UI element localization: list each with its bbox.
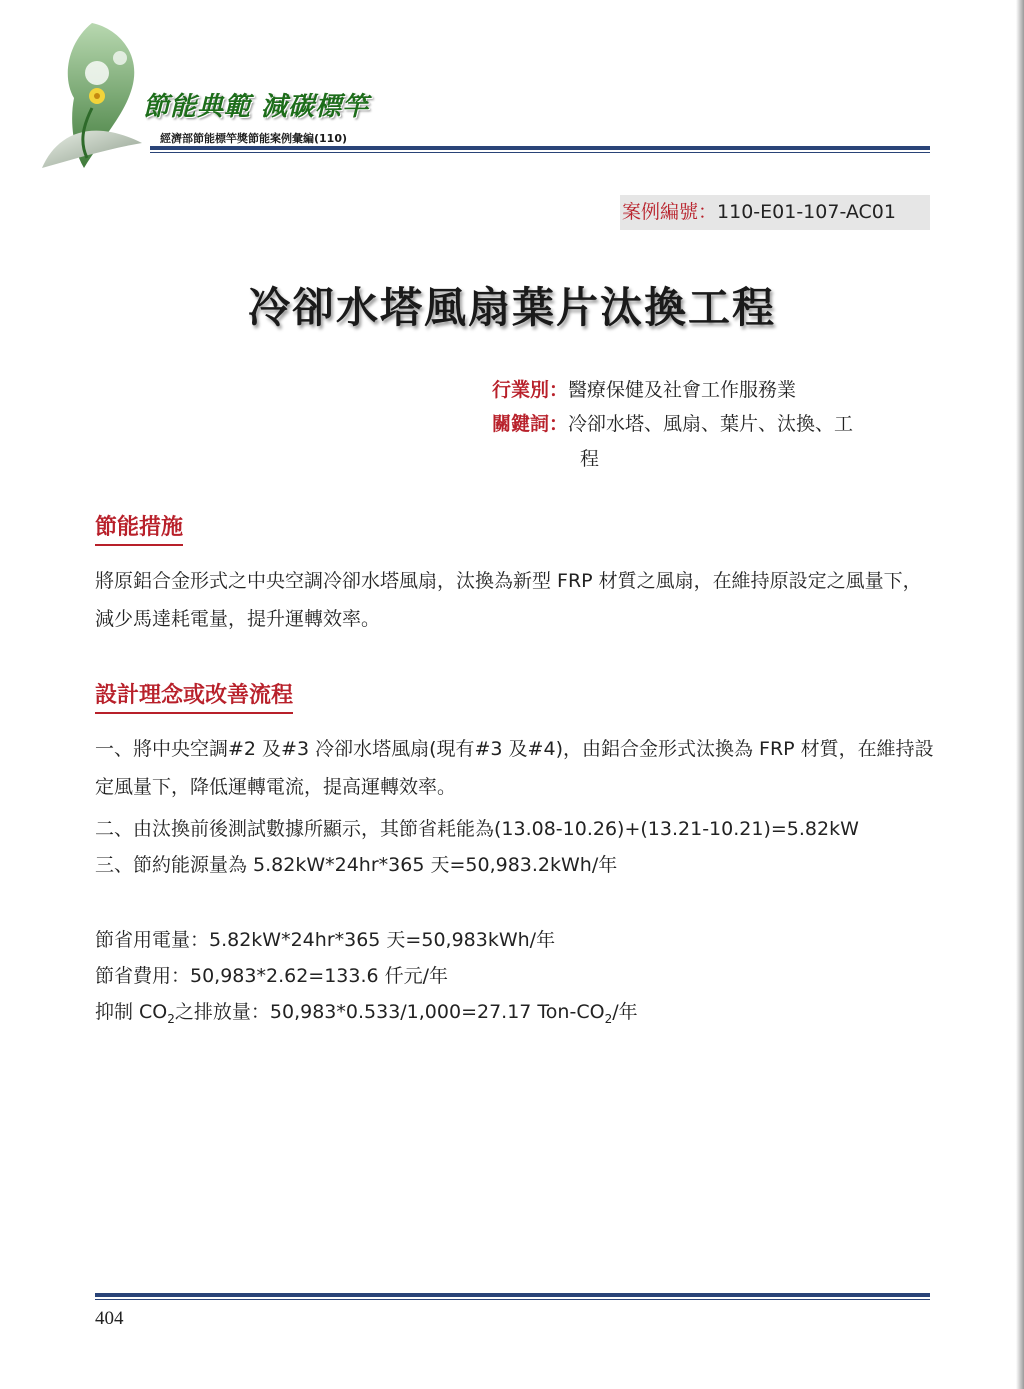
design-item-2: 二、由汰換前後測試數據所顯示，其節省耗能為(13.08-10.26)+(13.21-10.21)=5.82kW — [95, 818, 859, 840]
brand-subtitle: 經濟部節能標竿獎節能案例彙編(110) — [160, 132, 348, 145]
page-edge-shadow — [1016, 0, 1024, 1389]
footer-rule — [95, 1293, 930, 1297]
brand-title: 節能典範 減碳標竿 — [143, 92, 370, 122]
header-rule-thin — [150, 152, 930, 153]
keywords-value: 冷卻水塔、風扇、葉片、汰換、工 — [568, 413, 854, 435]
co2-subscript-2: 2 — [604, 1011, 613, 1026]
industry-row — [492, 375, 796, 402]
co2-mid: 之排放量：50,983*0.533/1,000=27.17 Ton-CO — [174, 1001, 605, 1023]
savings-co2 — [95, 997, 638, 1026]
industry-value: 醫療保健及社會工作服務業 — [568, 379, 797, 401]
section-heading-design: 設計理念或改善流程 — [95, 678, 293, 714]
page-number: 404 — [95, 1308, 124, 1329]
header-rule — [150, 146, 930, 150]
industry-label: 行業別： — [492, 379, 569, 401]
case-number-value: 110-E01-107-AC01 — [717, 201, 896, 223]
page-title: 冷卻水塔風扇葉片汰換工程 — [247, 283, 776, 332]
section-heading-measures: 節能措施 — [95, 510, 183, 546]
co2-suffix: /年 — [612, 1001, 638, 1023]
co2-subscript: 2 — [167, 1011, 175, 1026]
savings-electricity: 節省用電量：5.82kW*24hr*365 天=50,983kWh/年 — [95, 929, 556, 951]
footer-rule-thin — [95, 1299, 930, 1300]
keywords-continuation: 程 — [580, 448, 600, 470]
keywords-row — [492, 409, 853, 436]
case-number-box — [620, 195, 930, 230]
measures-body: 將原鋁合金形式之中央空調冷卻水塔風扇，汰換為新型 FRP 材質之風扇，在維持原設定之風量下，減少馬達耗電量，提升運轉效率。 — [95, 570, 922, 630]
taiwan-leaf-logo — [22, 18, 162, 183]
design-item-1: 一、將中央空調#2 及#3 冷卻水塔風扇(現有#3 及#4)，由鋁合金形式汰換為 FRP 材質，在維持設定風量下，降低運轉電流，提高運轉效率。 — [95, 738, 934, 798]
case-number-label: 案例編號： — [622, 201, 718, 223]
keywords-label: 關鍵詞： — [492, 413, 569, 435]
co2-prefix: 抑制 CO — [95, 1001, 168, 1023]
design-item-3: 三、節約能源量為 5.82kW*24hr*365 天=50,983.2kWh/年 — [95, 854, 618, 876]
savings-cost: 節省費用：50,983*2.62=133.6 仟元/年 — [95, 965, 449, 987]
